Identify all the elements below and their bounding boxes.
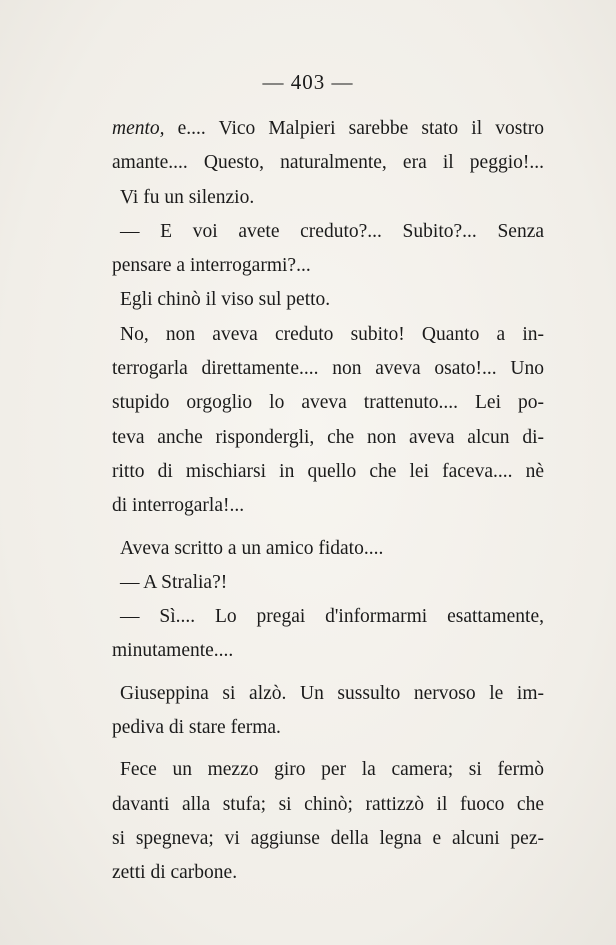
text-line-1 xyxy=(112,112,544,146)
text-line-8: terrogarla direttamente.... non aveva osato!... Uno xyxy=(112,358,544,380)
text-line-5: pensare a interrogarmi?... xyxy=(112,255,311,277)
text-line-4: — E voi avete creduto?... Subito?... Senza xyxy=(120,220,544,242)
page-number: — 403 — xyxy=(262,70,354,94)
paragraph-gap xyxy=(112,745,544,753)
text-line-6: Egli chinò il viso sul petto. xyxy=(120,289,331,311)
text-line-15: — Sì.... Lo pregai d'informarmi esattamente, xyxy=(120,606,544,628)
italic-word: mento, xyxy=(112,118,165,139)
text-line-22: zetti di carbone. xyxy=(112,862,238,884)
text-line-18: pediva di stare ferma. xyxy=(112,717,281,739)
text-line-12: di interrogarla!... xyxy=(112,495,245,517)
paragraph-gap xyxy=(112,524,544,532)
text-line-17: Giuseppina si alzò. Un sussulto nervoso le im- xyxy=(120,682,544,704)
text-line-7: No, non aveva creduto subito! Quanto a in- xyxy=(120,323,544,345)
paragraph-gap xyxy=(112,669,544,677)
text-line-21: si spegneva; vi aggiunse della legna e alcuni pez- xyxy=(112,827,544,849)
text-line-13: Aveva scritto a un amico fidato.... xyxy=(120,537,384,559)
text-line-2: amante.... Questo, naturalmente, era il peggio!... xyxy=(112,152,544,174)
text-line-11: ritto di mischiarsi in quello che lei faceva.... nè xyxy=(112,460,544,482)
text-line-14: — A Stralia?! xyxy=(120,571,228,593)
text-line-3: Vi fu un silenzio. xyxy=(120,186,255,208)
text-line-9: stupido orgoglio lo aveva trattenuto.... Lei po- xyxy=(112,392,544,414)
text-line-16: minutamente.... xyxy=(112,640,234,662)
page-body xyxy=(112,112,544,891)
text-line-10: teva anche rispondergli, che non aveva alcun di- xyxy=(112,426,544,448)
text-line-1-rest: e.... Vico Malpieri sarebbe stato il vostro xyxy=(177,118,544,139)
text-line-19: Fece un mezzo giro per la camera; si fermò xyxy=(120,759,544,781)
text-line-20: davanti alla stufa; si chinò; rattizzò il fuoco che xyxy=(112,793,544,815)
